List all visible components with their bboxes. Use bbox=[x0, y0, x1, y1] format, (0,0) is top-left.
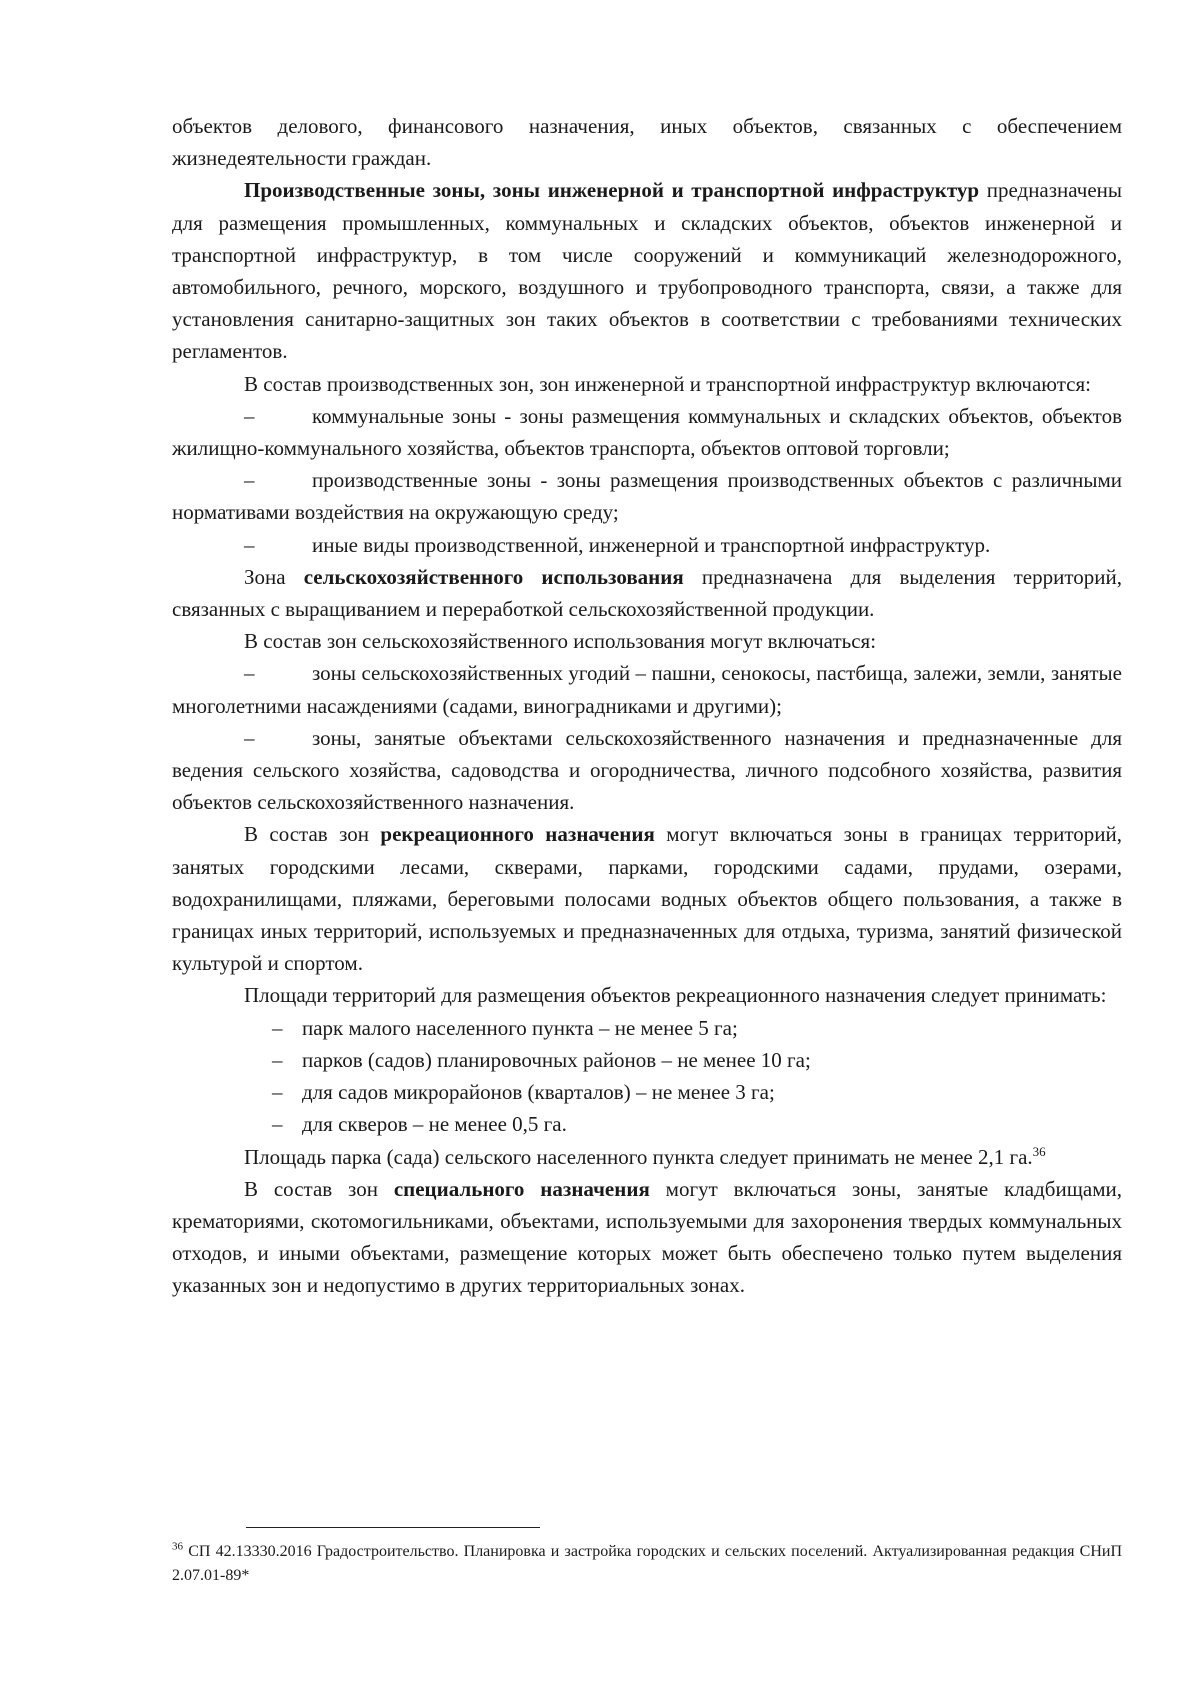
dash-marker: – bbox=[244, 403, 255, 428]
dash-marker: – bbox=[272, 1047, 283, 1072]
list-item bbox=[172, 657, 1122, 721]
paragraph-intro: объектов делового, финансового назначения, иных объектов, связанных с обеспечением жизнедеятельности граждан. bbox=[172, 114, 1122, 171]
dash-marker: – bbox=[244, 725, 255, 750]
dash-marker: – bbox=[244, 532, 255, 557]
paragraph-industrial-zones bbox=[172, 174, 1122, 367]
list-item-text: для садов микрорайонов (кварталов) – не менее 3 га; bbox=[302, 1080, 775, 1105]
list-item-text: парков (садов) планировочных районов – не менее 10 га; bbox=[302, 1047, 811, 1072]
term-special-purpose: специального назначения bbox=[393, 1176, 650, 1201]
footnote-text: СП 42.13330.2016 Градостроительство. Планировка и застройка городских и сельских поселений. Актуализированная редакция СНиП 2.07.01-89* bbox=[172, 1543, 1122, 1584]
footnote-reference[interactable]: 36 bbox=[1032, 1143, 1046, 1159]
dash-marker: – bbox=[272, 1015, 283, 1040]
paragraph-industrial-zones-text: предназначены для размещения промышленных, коммунальных и складских объектов, объектов инженерной и транспортной инфраструктур, в том числе сооружений и коммуникаций железнодорожного, автомобильного, речного, морского, воздушного и трубопроводного транспорта, связи, а также для установления санитарно-защитных зон таких объектов в соответствии с требованиями технических регламентов. bbox=[172, 178, 1122, 364]
dash-marker: – bbox=[244, 661, 255, 686]
paragraph-rural-park-text: Площадь парка (сада) сельского населенного пункта следует принимать не менее 2,1 га. bbox=[244, 1144, 1033, 1169]
term-industrial-zones: Производственные зоны, зоны инженерной и транспортной инфраструктур bbox=[244, 178, 980, 203]
paragraph-special-text: могут включаться зоны, занятые кладбищами, крематориями, скотомогильниками, объектами, используемыми для захоронения твердых коммунальных отходов, и иными объектами, размещение которых может быть обеспечено только путем выделения указанных зон и недопустимо в других территориальных зонах. bbox=[172, 1176, 1122, 1298]
list-item bbox=[172, 1108, 1122, 1140]
paragraph-recreational-start: В состав зон bbox=[244, 822, 381, 847]
list-item bbox=[172, 400, 1122, 464]
list-item-text: зоны сельскохозяйственных угодий – пашни, сенокосы, пастбища, залежи, земли, занятые многолетними насаждениями (садами, виноградниками и другими); bbox=[172, 661, 1122, 718]
list-item-text: коммунальные зоны - зоны размещения коммунальных и складских объектов, объектов жилищно-коммунального хозяйства, объектов транспорта, объектов оптовой торговли; bbox=[172, 403, 1122, 461]
paragraph-special-start: В состав зон bbox=[244, 1176, 394, 1201]
paragraph-special-zones bbox=[172, 1173, 1122, 1302]
term-agricultural-use: сельскохозяйственного использования bbox=[303, 564, 684, 589]
dash-marker: – bbox=[244, 468, 255, 493]
paragraph-recreational-text: могут включаться зоны в границах территорий, занятых городскими лесами, скверами, парками, городскими садами, прудами, озерами, водохранилищами, пляжами, береговыми полосами водных объектов общего пользования, а также в границах иных территорий, используемых и предназначенных для отдыха, туризма, занятий физической культурой и спортом. bbox=[172, 822, 1122, 976]
list-item bbox=[172, 464, 1122, 528]
list-item-text: иные виды производственной, инженерной и транспортной инфраструктур. bbox=[312, 532, 991, 557]
list-item bbox=[172, 722, 1122, 819]
term-recreational-purpose: рекреационного назначения bbox=[380, 822, 655, 847]
list-item bbox=[172, 1044, 1122, 1076]
paragraph-agricultural-zone-start: Зона bbox=[244, 564, 304, 589]
paragraph-rural-park-area bbox=[172, 1141, 1122, 1173]
document-body bbox=[172, 110, 1122, 1302]
dash-marker: – bbox=[272, 1080, 283, 1105]
list-item-text: для скверов – не менее 0,5 га. bbox=[302, 1112, 567, 1137]
paragraph-recreational-zones bbox=[172, 818, 1122, 979]
list-item bbox=[172, 529, 1122, 561]
paragraph-agricultural-zone bbox=[172, 561, 1122, 625]
paragraph-recreational-areas: Площади территорий для размещения объектов рекреационного назначения следует принимать: bbox=[244, 983, 1107, 1008]
paragraph-agricultural-zone-text: предназначена для выделения территорий, связанных с выращиванием и переработкой сельскохозяйственной продукции. bbox=[172, 564, 1122, 622]
list-item-text: парк малого населенного пункта – не менее 5 га; bbox=[302, 1015, 738, 1040]
footnote-separator bbox=[246, 1527, 540, 1528]
list-item-text: производственные зоны - зоны размещения производственных объектов с различными нормативами воздействия на окружающую среду; bbox=[172, 468, 1122, 525]
paragraph-industrial-composition: В состав производственных зон, зон инженерной и транспортной инфраструктур включаются: bbox=[244, 371, 1091, 396]
paragraph-agricultural-composition: В состав зон сельскохозяйственного использования могут включаться: bbox=[244, 629, 877, 654]
footnote bbox=[172, 1540, 1122, 1588]
footnote-number: 36 bbox=[172, 1540, 183, 1553]
list-item-text: зоны, занятые объектами сельскохозяйственного назначения и предназначенные для ведения сельского хозяйства, садоводства и огородничества, личного подсобного хозяйства, развития объектов сельскохозяйственного назначения. bbox=[172, 725, 1122, 815]
recreational-area-list bbox=[172, 1012, 1122, 1141]
dash-marker: – bbox=[272, 1112, 283, 1137]
list-item bbox=[172, 1012, 1122, 1044]
list-item bbox=[172, 1076, 1122, 1108]
